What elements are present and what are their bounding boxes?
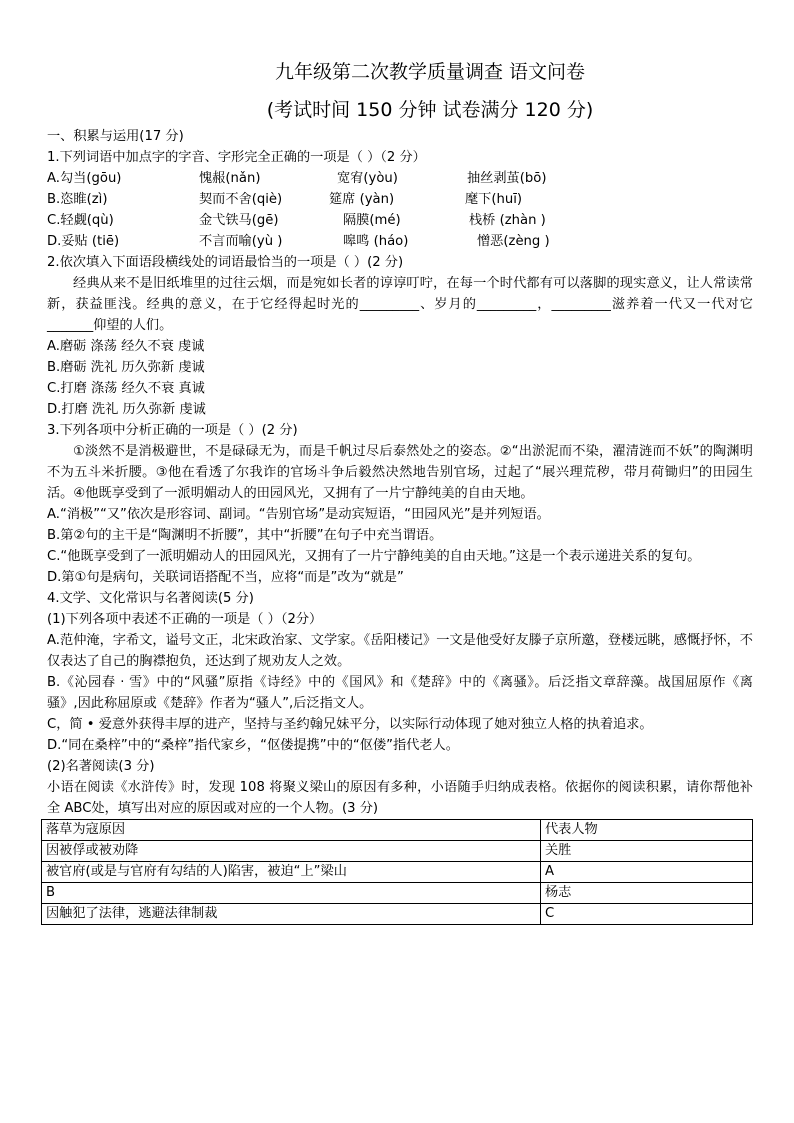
table-cell: C	[541, 904, 753, 925]
q4-stem: 4.文学、文化常识与名著阅读(5 分)	[47, 591, 254, 606]
q2-option-a: A.磨砺 涤荡 经久不衰 虔诚	[47, 339, 205, 354]
q2-option-c: C.打磨 涤荡 经久不衰 真诚	[47, 381, 205, 396]
table-cell: 因被俘或被劝降	[42, 841, 541, 862]
q3-stem: 3.下列各项中分析正确的一项是（ ）(2 分)	[47, 423, 298, 438]
q3-option-b: B.第②句的主干是“陶渊明不折腰”，其中“折腰”在句子中充当谓语。	[47, 528, 443, 543]
q1-c-item: 隔膜(mé)	[343, 213, 401, 228]
section-heading: 一、积累与运用(17 分)	[47, 129, 184, 144]
table-cell: A	[541, 862, 753, 883]
q1-a-item: 宽宥(yòu)	[337, 171, 398, 186]
q1-c-item: C.轻觑(qù)	[47, 213, 114, 228]
exam-page	[47, 0, 753, 925]
q4-sub1: (1)下列各项中表述不正确的一项是（ ）（2分）	[47, 612, 323, 627]
q1-b-item: 麾下(huī)	[465, 192, 523, 207]
q4-option-b: B.《沁园春 · 雪》中的“风骚”原指《诗经》中的《国风》和《楚辞》中的《离骚》。后泛指文章辞藻。战国屈原作《离骚》,因此称屈原或《楚辞》作者为“骚人”,后泛指文人。	[47, 675, 753, 711]
q1-c-item: 金弋铁马(gē)	[199, 213, 279, 228]
q2-passage: 经典从来不是旧纸堆里的过往云烟，而是宛如长者的谆谆叮咛，在每一个时代都有可以落脚的现实意义，让人常读常新，获益匪浅。经典的意义，在于它经得起时光的_________、岁月的_________，_________滋养着一代又一代对它_______仰望的人们。	[47, 276, 753, 333]
q3-option-c: C.“他既享受到了一派明媚动人的田园风光，又拥有了一片宁静纯美的自由天地。”这是一个表示递进关系的复句。	[47, 549, 701, 564]
table-cell: 关胜	[541, 841, 753, 862]
q1-d-item: 憎恶(zèng )	[477, 234, 550, 249]
q4-sub2: (2)名著阅读(3 分)	[47, 759, 155, 774]
q1-option-b	[47, 189, 753, 210]
q1-b-item: B.恣睢(zì)	[47, 192, 108, 207]
table-row	[42, 883, 753, 904]
table-header: 代表人物	[541, 820, 753, 841]
q4-option-c: C，简 • 爱意外获得丰厚的进产，坚持与圣约翰兄妹平分，以实际行动体现了她对独立人格的执着追求。	[47, 717, 653, 732]
q1-stem: 1.下列词语中加点字的字音、字形完全正确的一项是（ ）（2 分）	[47, 150, 426, 165]
table-row	[42, 841, 753, 862]
q1-a-item: 愧赧(nǎn)	[199, 171, 261, 186]
q1-b-item: 筵席 (yàn)	[329, 192, 395, 207]
q1-d-item: 嗥鸣 (háo)	[343, 234, 409, 249]
q2-option-b: B.磨砺 洗礼 历久弥新 虔诚	[47, 360, 205, 375]
q4-option-d: D.“同在桑梓”中的“桑梓”指代家乡，“伛偻提携”中的“伛偻”指代老人。	[47, 738, 459, 753]
table-cell: B	[42, 883, 541, 904]
table-header-row	[42, 820, 753, 841]
q2-stem: 2.依次填入下面语段横线处的词语最恰当的一项是（ ）(2 分)	[47, 255, 404, 270]
q1-d-item: D.妥贴 (tiē)	[47, 234, 120, 249]
q3-option-a: A.“消极”“又”依次是形容词、副词。“告别官场”是动宾短语，“田园风光”是并列短语。	[47, 507, 550, 522]
q1-option-d	[47, 231, 753, 252]
table-cell: 被官府(或是与官府有勾结的人)陷害，被迫“上”梁山	[42, 862, 541, 883]
q1-option-c	[47, 210, 753, 231]
table-row	[42, 862, 753, 883]
q1-b-item: 契而不舍(qiè)	[199, 192, 283, 207]
reasons-table	[41, 819, 753, 925]
q2-option-d: D.打磨 洗礼 历久弥新 虔诚	[47, 402, 206, 417]
q1-c-item: 栈桥 (zhàn )	[469, 213, 546, 228]
q1-a-item: 抽丝剥茧(bō)	[467, 171, 547, 186]
q3-option-d: D.第①句是病句，关联词语搭配不当，应将“而是”改为“就是”	[47, 570, 404, 585]
exam-info: (考试时间 150 分钟 试卷满分 120 分)	[266, 99, 594, 121]
table-cell: 杨志	[541, 883, 753, 904]
table-header: 落草为寇原因	[42, 820, 541, 841]
table-cell: 因触犯了法律，逃避法律制裁	[42, 904, 541, 925]
q1-d-item: 不言而喻(yù )	[199, 234, 283, 249]
q4-sub2-text: 小语在阅读《水浒传》时，发现 108 将聚义梁山的原因有多种，小语随手归纳成表格。依据你的阅读积累，请你帮他补全 ABC处，填写出对应的原因或对应的一个人物。(3 分)	[47, 780, 753, 816]
q1-option-a	[47, 168, 753, 189]
table-row	[42, 904, 753, 925]
q3-passage: ①淡然不是消极避世，不是碌碌无为，而是千帆过尽后泰然处之的姿态。②“出淤泥而不染，濯清涟而不妖”的陶渊明不为五斗米折腰。③他在看透了尔我诈的官场斗争后毅然决然地告别官场，过起了“展兴理荒秽，带月荷锄归”的田园生活。④他既享受到了一派明媚动人的田园风光，又拥有了一片宁静纯美的自由天地。	[47, 444, 753, 501]
q4-option-a: A.范仲淹，字希文，谥号文正，北宋政治家、文学家。《岳阳楼记》一文是他受好友滕子京所邀，登楼远眺，感慨抒怀，不仅表达了自己的胸襟抱负，还达到了规劝友人之效。	[47, 633, 753, 669]
page-title: 九年级第二次教学质量调查 语文问卷	[274, 61, 586, 83]
q1-a-item: A.勾当(gōu)	[47, 171, 122, 186]
